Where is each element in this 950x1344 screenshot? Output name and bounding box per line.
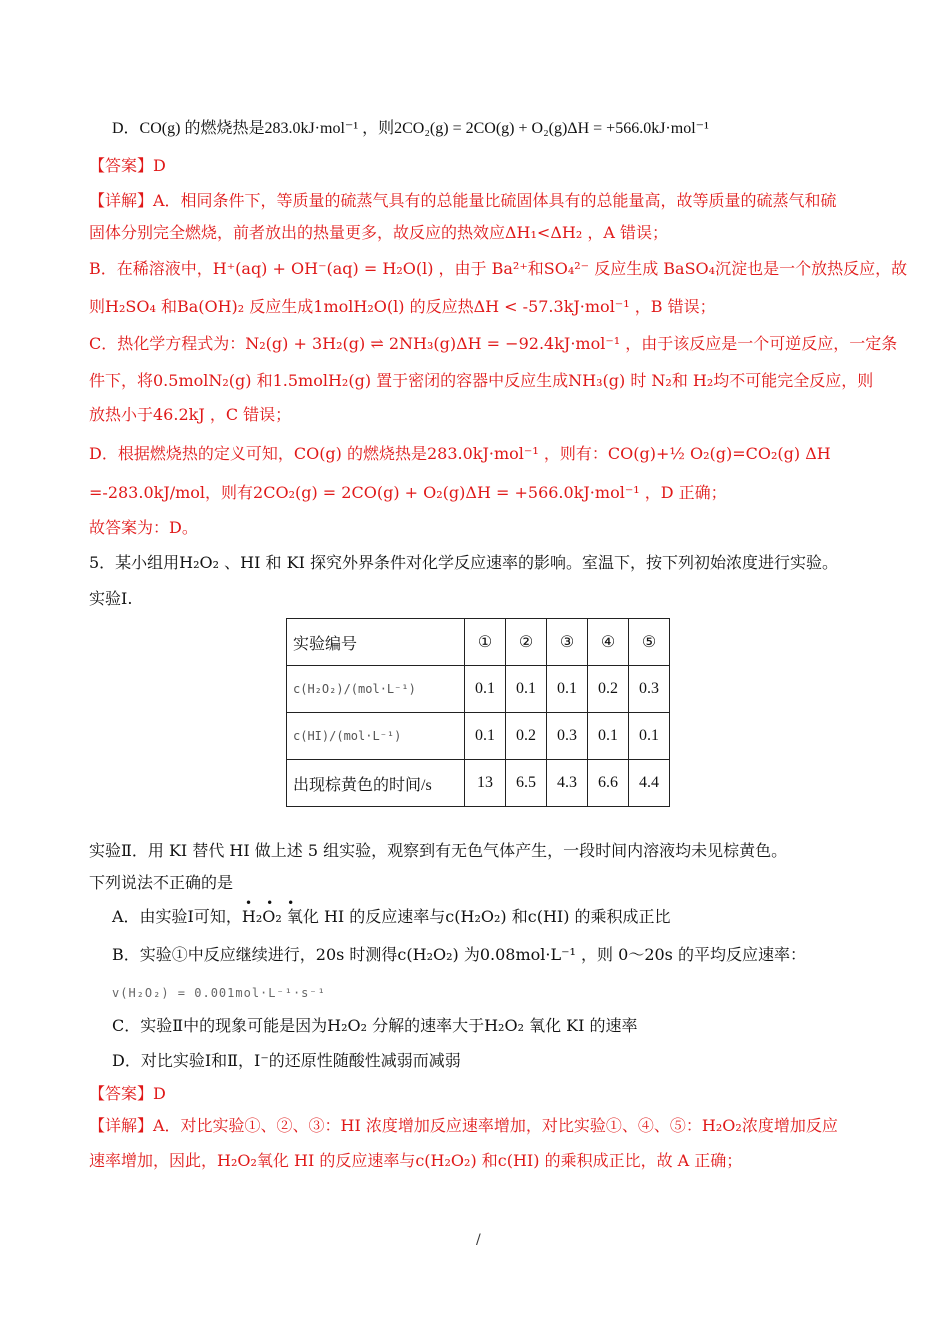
table-cell: 6.5	[506, 760, 547, 807]
table-row-label: c(HI)/(mol·L⁻¹)	[287, 713, 465, 760]
q5-option-b: B．实验①中反应继续进行，20s 时测得c(H₂O₂) 为0.08mol·L⁻¹ ，则 0～20s 的平均反应速率：	[112, 945, 806, 964]
table-cell: 0.1	[465, 666, 506, 713]
q5-exp2: 实验Ⅱ．用 KI 替代 HI 做上述 5 组实验，观察到有无色气体产生，一段时间内溶液均未见棕黄色。	[89, 841, 788, 860]
q5-prompt	[89, 872, 950, 910]
table-cell: 0.1	[465, 713, 506, 760]
emphasis-dots: •••	[245, 896, 309, 910]
prev-explain-line: 故答案为：D。	[89, 518, 198, 537]
prev-explain-line: 【详解】A．相同条件下，等质量的硫蒸气具有的总能量比硫固体具有的总能量高，故等质量的硫蒸气和硫	[89, 191, 837, 210]
prev-explain-line: 固体分别完全燃烧，前者放出的热量更多，故反应的热效应ΔH₁<ΔH₂ ，A 错误；	[89, 223, 668, 242]
prev-explain-line: =-283.0kJ/mol，则有2CO₂(g) = 2CO(g) + O₂(g)ΔH = +566.0kJ·mol⁻¹ ，D 正确；	[89, 483, 727, 502]
q5-answer: 【答案】D	[89, 1084, 166, 1103]
table-cell: 0.1	[629, 713, 670, 760]
table-header-cell: ④	[588, 619, 629, 666]
q5-prompt-text: 下列说法不正确的是	[89, 873, 234, 892]
prev-answer: 【答案】D	[89, 156, 166, 175]
table-row-label: c(H₂O₂)/(mol·L⁻¹)	[287, 666, 465, 713]
table-row	[287, 666, 670, 713]
q5-exp1-label: 实验Ⅰ.	[89, 589, 133, 608]
q5-option-b-formula: v(H₂O₂) = 0.001mol·L⁻¹·s⁻¹	[112, 986, 326, 1000]
q5-option-c: C．实验Ⅱ中的现象可能是因为H₂O₂ 分解的速率大于H₂O₂ 氧化 KI 的速率	[112, 1016, 638, 1035]
table-cell: 13	[465, 760, 506, 807]
page-footer-mark: /	[476, 1232, 481, 1248]
table-row	[287, 760, 670, 807]
table-row-label: 出现棕黄色的时间/s	[287, 760, 465, 807]
q5-option-d: D．对比实验Ⅰ和Ⅱ，I⁻的还原性随酸性减弱而减弱	[112, 1051, 461, 1070]
table-cell: 0.3	[547, 713, 588, 760]
q5-option-a: A．由实验Ⅰ可知，H₂O₂ 氧化 HI 的反应速率与c(H₂O₂) 和c(HI) 的乘积成正比	[112, 907, 671, 926]
prev-explain-line: 放热小于46.2kJ ，C 错误；	[89, 405, 292, 424]
table-header-cell: ①	[465, 619, 506, 666]
table-cell: 0.2	[588, 666, 629, 713]
experiment-table	[286, 618, 670, 807]
prev-option-d: D．CO(g) 的燃烧热是283.0kJ·mol⁻¹ ，则2CO₂(g) = 2CO(g) + O₂(g)ΔH = +566.0kJ·mol⁻¹	[112, 120, 709, 137]
table-cell: 0.1	[588, 713, 629, 760]
table-cell: 0.2	[506, 713, 547, 760]
prev-explain-line: C．热化学方程式为：N₂(g) + 3H₂(g) ⇌ 2NH₃(g)ΔH = −92.4kJ·mol⁻¹ ，由于该反应是一个可逆反应，一定条	[89, 334, 898, 353]
table-row	[287, 713, 670, 760]
table-header-cell: 实验编号	[287, 619, 465, 666]
table-cell: 4.4	[629, 760, 670, 807]
table-cell: 6.6	[588, 760, 629, 807]
table-header-cell: ⑤	[629, 619, 670, 666]
q5-explain-line: 【详解】A．对比实验①、②、③：HI 浓度增加反应速率增加，对比实验①、④、⑤：H₂O₂浓度增加反应	[89, 1116, 838, 1135]
table-cell: 4.3	[547, 760, 588, 807]
q5-explain-line: 速率增加，因此，H₂O₂氧化 HI 的反应速率与c(H₂O₂) 和c(HI) 的乘积成正比，故 A 正确；	[89, 1151, 743, 1170]
table-header-cell: ③	[547, 619, 588, 666]
table-cell: 0.1	[506, 666, 547, 713]
q5-stem: 5．某小组用H₂O₂ 、HI 和 KI 探究外界条件对化学反应速率的影响。室温下，按下列初始浓度进行实验。	[89, 553, 838, 572]
table-header-row	[287, 619, 670, 666]
table-cell: 0.1	[547, 666, 588, 713]
prev-explain-line: D．根据燃烧热的定义可知，CO(g) 的燃烧热是283.0kJ·mol⁻¹ ，则有：CO(g)+½ O₂(g)=CO₂(g) ΔH	[89, 444, 831, 463]
table-cell: 0.3	[629, 666, 670, 713]
prev-explain-line: 则H₂SO₄ 和Ba(OH)₂ 反应生成1molH₂O(l) 的反应热ΔH < -57.3kJ·mol⁻¹ ，B 错误；	[89, 297, 716, 316]
table-header-cell: ②	[506, 619, 547, 666]
prev-explain-line: B．在稀溶液中，H⁺(aq) + OH⁻(aq) = H₂O(l) ，由于 Ba²⁺和SO₄²⁻ 反应生成 BaSO₄沉淀也是一个放热反应，故	[89, 259, 908, 278]
prev-explain-line: 件下，将0.5molN₂(g) 和1.5molH₂(g) 置于密闭的容器中反应生成NH₃(g) 时 N₂和 H₂均不可能完全反应，则	[89, 371, 874, 390]
